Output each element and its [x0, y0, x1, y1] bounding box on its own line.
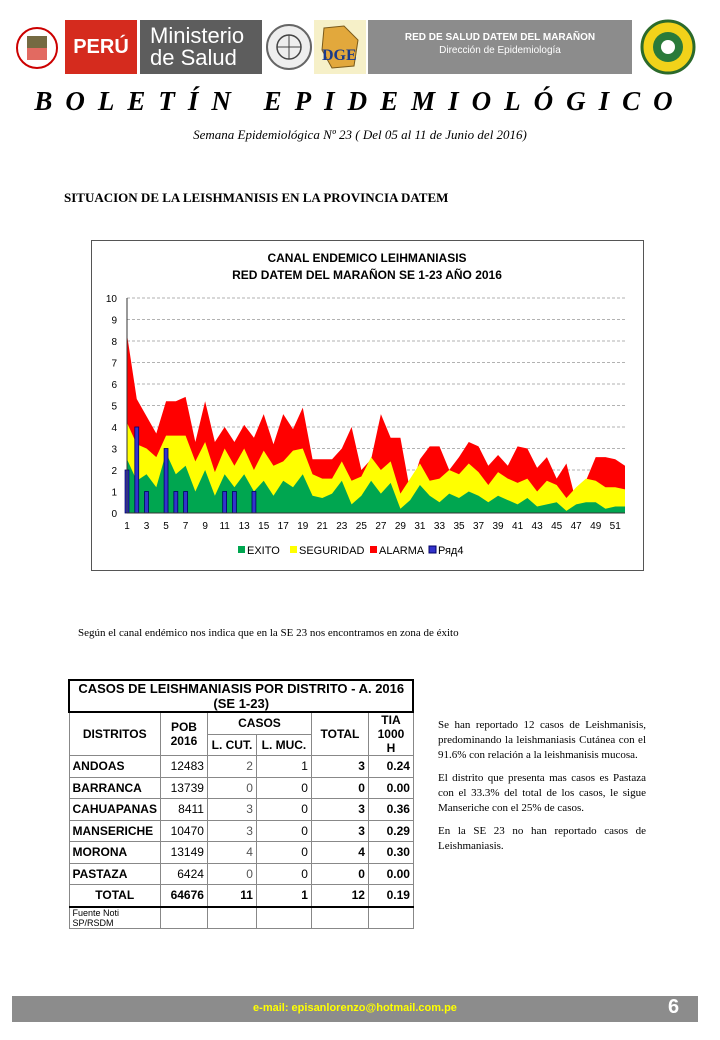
chart-legend [238, 545, 463, 557]
row-lmuc: 0 [256, 863, 311, 885]
minsa-line2: de Salud [150, 45, 237, 70]
legend-label: SEGURIDAD [299, 545, 365, 557]
red-salud-header-box [368, 20, 632, 74]
bar-series4 [223, 492, 227, 514]
epidemiological-week: Semana Epidemiológica Nº 23 ( Del 05 al 11 de Junio del 2016) [193, 127, 527, 142]
bar-series4 [174, 492, 178, 514]
x-tick-label: 9 [202, 521, 208, 532]
row-tia: 0.00 [368, 777, 413, 799]
peru-coat-of-arms-logo [12, 20, 62, 76]
row-lcut: 2 [207, 756, 256, 778]
y-tick-label: 2 [111, 466, 117, 477]
total-tia: 0.19 [368, 885, 413, 907]
x-tick-label: 7 [182, 521, 189, 532]
total-total: 12 [311, 885, 368, 907]
row-distrito: PASTAZA [69, 863, 160, 885]
source-blank-cell [368, 907, 413, 929]
row-total: 3 [311, 799, 368, 821]
table-row [69, 799, 413, 821]
section-title: SITUACION DE LA LEISHMANISIS EN LA PROVINCIA DATEM [64, 190, 449, 205]
bar-series4 [164, 449, 168, 514]
row-pob: 8411 [160, 799, 207, 821]
row-tia: 0.30 [368, 842, 413, 864]
row-pob: 10470 [160, 820, 207, 842]
row-distrito: MANSERICHE [69, 820, 160, 842]
header-pob [160, 712, 207, 756]
description-p2: El distrito que presenta mas casos es Pastaza con el 33.3% del total de los casos, le sigue Manseriche con el 25% de casos. [438, 772, 646, 814]
y-tick-label: 10 [105, 294, 117, 305]
legend-label: EXITO [247, 545, 280, 557]
total-lmuc: 1 [256, 885, 311, 907]
legend-swatch [290, 546, 297, 553]
legend-swatch [370, 546, 377, 553]
row-lmuc: 0 [256, 799, 311, 821]
row-tia: 0.24 [368, 756, 413, 778]
table-row [69, 820, 413, 842]
header-lmuc: L. MUC. [256, 734, 311, 756]
x-tick-label: 3 [143, 521, 150, 532]
total-label: TOTAL [69, 885, 160, 907]
x-tick-label: 17 [277, 521, 289, 532]
table-title: CASOS DE LEISHMANIASIS POR DISTRITO - A. 2016 (SE 1-23) [69, 680, 413, 712]
x-tick-label: 31 [414, 521, 426, 532]
epidemiology-seal-icon [264, 20, 314, 74]
x-tick-label: 5 [163, 521, 169, 532]
y-tick-label: 0 [111, 509, 117, 520]
source-blank-cell [311, 907, 368, 929]
row-tia: 0.29 [368, 820, 413, 842]
row-lcut: 3 [207, 799, 256, 821]
legend-swatch [429, 546, 436, 553]
bar-series4 [232, 492, 236, 514]
description-text [438, 718, 646, 862]
x-tick-label: 51 [609, 521, 621, 532]
table-row [69, 756, 413, 778]
legend-swatch [238, 546, 245, 553]
row-pob: 13149 [160, 842, 207, 864]
chart-plot-area [106, 294, 625, 532]
source-blank-cell [256, 907, 311, 929]
red-datem-seal-icon [640, 18, 696, 76]
legend-label: ALARMA [379, 545, 425, 557]
source-blank-cell [160, 907, 207, 929]
header-pob-year: 2016 [170, 734, 198, 748]
row-total: 0 [311, 777, 368, 799]
minsa-logo [140, 20, 262, 74]
source-blank-cell [207, 907, 256, 929]
x-tick-label: 29 [394, 521, 406, 532]
y-tick-label: 7 [111, 358, 117, 370]
x-tick-label: 19 [297, 521, 309, 532]
header-tia-unit: 1000 H [377, 727, 405, 755]
analysis-text: Según el canal endémico nos indica que en la SE 23 nos encontramos en zona de éxito [78, 627, 459, 639]
legend-label: Ряд4 [438, 545, 464, 557]
y-tick-label: 6 [111, 380, 117, 391]
red-line1: RED DE SALUD DATEM DEL MARAÑON [404, 32, 596, 43]
cases-table [68, 679, 414, 929]
bulletin-title: BOLETÍN EPIDEMIOLÓGICO [34, 86, 686, 116]
x-tick-label: 33 [433, 521, 446, 532]
x-tick-label: 35 [453, 521, 465, 532]
row-lmuc: 0 [256, 842, 311, 864]
header-casos: CASOS [207, 712, 311, 734]
x-tick-label: 23 [336, 521, 348, 532]
bar-series4 [145, 492, 149, 514]
table-row [69, 777, 413, 799]
row-pob: 12483 [160, 756, 207, 778]
description-p3: En la SE 23 no han reportado casos de Leishmaniasis. [438, 825, 646, 852]
chart-subtitle: RED DATEM DEL MARAÑON SE 1-23 AÑO 2016 [232, 268, 502, 282]
page-number: 6 [668, 996, 680, 1018]
y-tick-label: 5 [111, 401, 117, 413]
x-tick-label: 13 [238, 521, 250, 532]
row-lcut: 0 [207, 863, 256, 885]
row-lmuc: 0 [256, 777, 311, 799]
x-tick-label: 47 [570, 521, 582, 532]
red-line2: Dirección de Epidemiología [439, 45, 561, 56]
row-total: 3 [311, 820, 368, 842]
y-tick-label: 4 [111, 423, 117, 434]
endemic-channel-chart [91, 240, 644, 571]
row-total: 0 [311, 863, 368, 885]
minsa-line1: Ministerio [150, 23, 245, 48]
peru-logo: PERÚ [65, 20, 137, 74]
header-lcut: L. CUT. [207, 734, 256, 756]
row-distrito: ANDOAS [69, 756, 160, 778]
y-tick-label: 1 [111, 487, 117, 499]
row-tia: 0.00 [368, 863, 413, 885]
row-tia: 0.36 [368, 799, 413, 821]
table-row [69, 842, 413, 864]
header-total: TOTAL [311, 712, 368, 756]
x-tick-label: 37 [472, 521, 485, 532]
x-tick-label: 21 [316, 521, 328, 532]
x-tick-label: 27 [375, 521, 387, 532]
x-tick-label: 45 [551, 521, 563, 532]
x-tick-label: 39 [492, 521, 504, 532]
bar-series4 [252, 492, 256, 514]
header-pob-label: POB [170, 720, 197, 734]
footer-email-link[interactable]: e-mail: episanlorenzo@hotmail.com.pe [253, 1002, 457, 1014]
x-tick-label: 43 [531, 521, 543, 532]
table-source: Fuente Noti SP/RSDM [69, 907, 160, 929]
row-distrito: MORONA [69, 842, 160, 864]
header-tia [368, 712, 413, 756]
x-tick-label: 49 [590, 521, 602, 532]
row-lcut: 4 [207, 842, 256, 864]
row-lmuc: 1 [256, 756, 311, 778]
row-pob: 6424 [160, 863, 207, 885]
row-pob: 13739 [160, 777, 207, 799]
row-distrito: BARRANCA [69, 777, 160, 799]
header-distritos: DISTRITOS [69, 712, 160, 756]
y-tick-label: 3 [111, 444, 117, 456]
x-tick-label: 41 [512, 521, 524, 532]
y-tick-label: 8 [111, 337, 117, 348]
y-tick-label: 9 [111, 315, 117, 327]
row-lmuc: 0 [256, 820, 311, 842]
description-p1: Se han reportado 12 casos de Leishmanisis, predominando la leishmaniasis Cutánea con el 91.6% con relación a la leishmanisis mucosa. [438, 719, 646, 761]
chart-title: CANAL ENDEMICO LEIHMANIASIS [267, 251, 467, 265]
row-lcut: 3 [207, 820, 256, 842]
total-pob: 64676 [160, 885, 207, 907]
total-lcut: 11 [207, 885, 256, 907]
row-total: 3 [311, 756, 368, 778]
x-tick-label: 15 [258, 521, 270, 532]
x-tick-label: 25 [355, 521, 367, 532]
table-row [69, 863, 413, 885]
svg-text:DGE: DGE [322, 47, 357, 64]
bar-series4 [135, 427, 139, 513]
bar-series4 [184, 492, 188, 514]
x-tick-label: 1 [124, 521, 130, 532]
dge-map-logo [314, 20, 366, 74]
header-tia-label: TIA [381, 713, 401, 727]
row-total: 4 [311, 842, 368, 864]
row-distrito: CAHUAPANAS [69, 799, 160, 821]
row-lcut: 0 [207, 777, 256, 799]
x-tick-label: 11 [219, 521, 230, 532]
